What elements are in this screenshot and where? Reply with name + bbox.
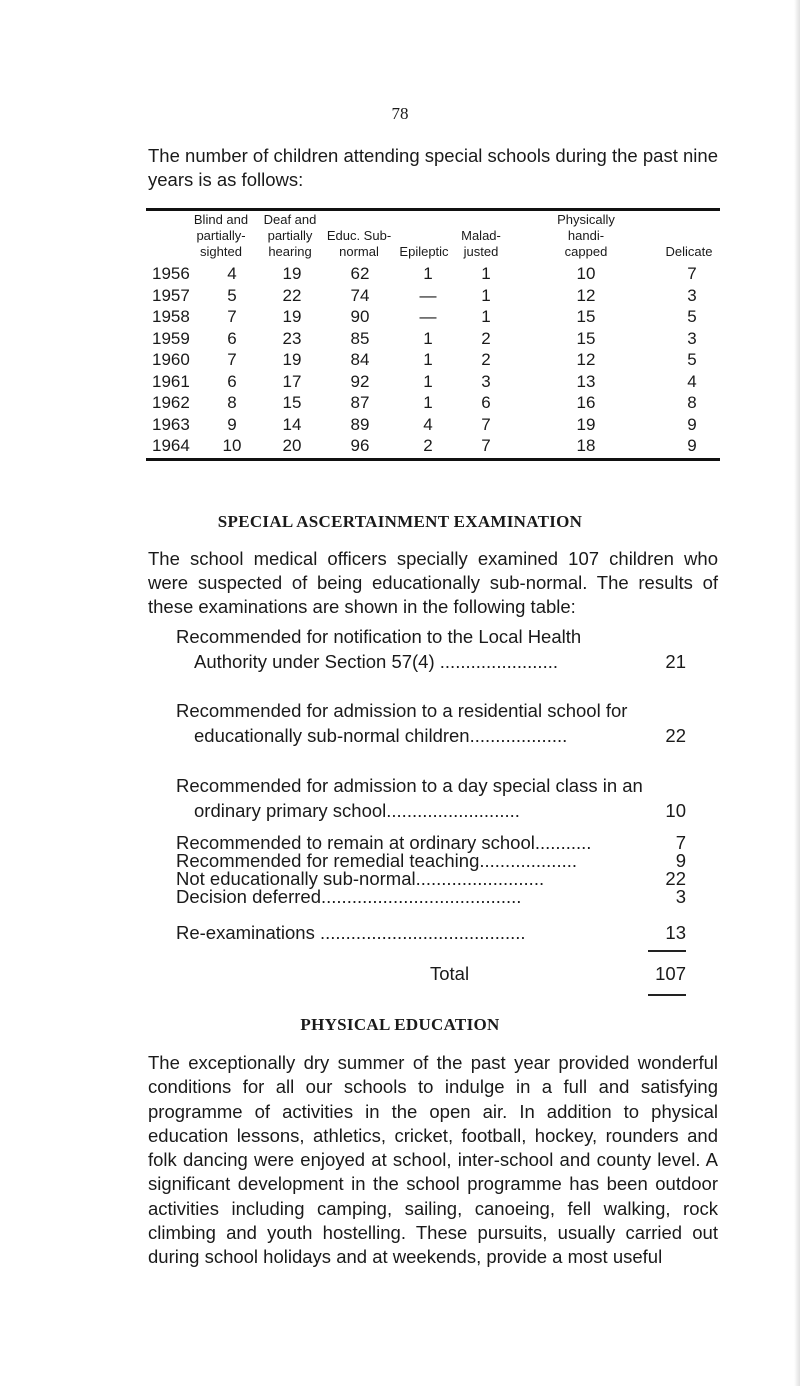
table-cell: 16 (576, 393, 596, 412)
table-cell: 15 (576, 307, 596, 326)
table-cell: 3 (687, 285, 697, 305)
special-ascertainment-heading: SPECIAL ASCERTAINMENT EXAMINATION (217, 512, 583, 531)
column-header-physically-handicapped: Physically handi- capped (557, 212, 615, 259)
table-cell: 9 (687, 414, 697, 434)
table-cell: 23 (282, 328, 302, 348)
table-cell: 7 (481, 436, 491, 455)
table-cell: — (419, 285, 437, 305)
table-cell: 15 (576, 328, 596, 348)
row-year: 1959 (152, 328, 190, 348)
result-value: 7 (675, 832, 686, 853)
table-cell: 6 (227, 328, 237, 348)
table-cell: 19 (576, 414, 596, 434)
column-header-epileptic: Epileptic (399, 244, 449, 259)
table-row (146, 350, 720, 372)
table-cell: 8 (687, 393, 697, 412)
result-label: Recommended for admission to a day special class in an (176, 775, 643, 796)
table-cell: 84 (350, 350, 370, 369)
table-cell: 9 (687, 436, 697, 455)
result-label: Recommended for remedial teaching................... (176, 850, 578, 871)
table-cell: 4 (423, 414, 433, 434)
physical-education-heading: PHYSICAL EDUCATION (300, 1015, 500, 1034)
table-cell: 4 (687, 371, 697, 391)
row-year: 1963 (152, 414, 190, 434)
total-label: Total (430, 963, 470, 984)
table-cell: 1 (481, 307, 491, 326)
table-cell: 1 (481, 285, 491, 305)
special-ascertainment-paragraph: The school medical officers specially examined 107 children who were suspected of being educationally sub-normal. The results of these examinations are shown in the following table: (148, 548, 718, 617)
column-header-blind: Blind and partially- sighted (193, 212, 249, 259)
table-cell: 14 (282, 414, 302, 434)
table-cell: 6 (227, 371, 237, 391)
table-cell: 89 (350, 414, 370, 434)
table-cell: 90 (350, 307, 370, 326)
result-label: Recommended for notification to the Local Health (176, 626, 582, 647)
column-header-educ-subnormal: Educ. Sub- normal (326, 228, 392, 259)
table-cell: 19 (282, 350, 302, 369)
table-row (146, 372, 720, 394)
table-row (146, 393, 720, 415)
table-cell: 7 (481, 414, 491, 434)
result-label-line2: educationally sub-normal children................... (194, 725, 568, 746)
total-top-rule (648, 950, 686, 952)
table-cell: 9 (227, 414, 237, 434)
table-cell: 74 (350, 285, 370, 305)
table-cell: 2 (481, 350, 491, 369)
result-value: 22 (665, 725, 686, 746)
table-row (146, 436, 720, 458)
table-cell: 19 (282, 307, 302, 326)
row-year: 1962 (152, 393, 190, 412)
column-header-delicate: Delicate (665, 244, 713, 259)
row-year: 1964 (152, 436, 190, 455)
table-cell: 22 (282, 285, 302, 305)
table-cell: 3 (687, 328, 697, 348)
page-number: 78 (391, 104, 409, 123)
table-bottom-rule (146, 458, 720, 461)
table-cell: 10 (576, 264, 596, 283)
table-cell: 4 (227, 264, 237, 283)
table-cell: 96 (350, 436, 370, 455)
table-cell: 8 (227, 393, 237, 412)
table-cell: 1 (423, 264, 433, 283)
table-top-rule (146, 208, 720, 211)
table-cell: 15 (282, 393, 302, 412)
physical-education-paragraph: The exceptionally dry summer of the past year provided wonderful conditions for all our schools to indulge in a full and satisfying programme of activities in the open air. In addition to physical education lessons, athletics, cricket, football, hockey, rounders and folk dancing were enjoyed at school, inter-school and county level. A significant development in the school programme has been outdoor activities including camping, sailing, canoeing, fell walking, rock climbing and youth hostelling. These pursuits, usually carried out during school holidays and at weekends, provide a most useful (148, 1052, 718, 1268)
result-value: 13 (665, 922, 686, 943)
result-label: Recommended for admission to a residential school for (176, 700, 628, 721)
row-year: 1958 (152, 307, 190, 326)
table-cell: 6 (481, 393, 491, 412)
table-cell: 92 (350, 371, 370, 391)
table-cell: 2 (481, 328, 491, 348)
result-label-line2: ordinary primary school.......................... (194, 800, 520, 821)
table-row (146, 264, 720, 286)
table-cell: 12 (576, 350, 596, 369)
table-cell: 17 (282, 371, 302, 391)
result-label: Not educationally sub-normal......................... (176, 868, 545, 889)
table-cell: 7 (227, 350, 237, 369)
row-year: 1957 (152, 285, 190, 305)
table-cell: — (419, 307, 437, 326)
result-value: 9 (675, 850, 686, 871)
table-cell: 5 (687, 350, 697, 369)
table-cell: 18 (576, 436, 596, 455)
result-label: Re-examinations ........................................ (176, 922, 526, 943)
column-header-maladjusted: Malad- justed (461, 228, 501, 259)
table-cell: 87 (350, 393, 370, 412)
result-value: 22 (665, 868, 686, 889)
table-cell: 10 (222, 436, 242, 455)
table-cell: 85 (350, 328, 370, 348)
table-row (146, 286, 720, 308)
table-cell: 1 (423, 393, 433, 412)
table-cell: 3 (481, 371, 491, 391)
table-cell: 20 (282, 436, 302, 455)
intro-paragraph: The number of children attending special schools during the past nine years is as follows: (148, 145, 718, 190)
table-cell: 7 (227, 307, 237, 326)
result-label: Decision deferred....................................... (176, 886, 522, 907)
result-value: 10 (665, 800, 686, 821)
table-cell: 62 (350, 264, 370, 283)
table-cell: 13 (576, 371, 596, 391)
table-row (146, 329, 720, 351)
row-year: 1960 (152, 350, 190, 369)
result-value: 3 (675, 886, 686, 907)
total-bottom-rule (648, 994, 686, 996)
table-row (146, 415, 720, 437)
table-header (146, 212, 720, 264)
result-label: Recommended to remain at ordinary school........... (176, 832, 592, 853)
table-cell: 5 (687, 307, 697, 326)
table-cell: 1 (481, 264, 491, 283)
row-year: 1961 (152, 371, 190, 391)
table-row (146, 307, 720, 329)
total-value: 107 (655, 963, 686, 984)
table-cell: 7 (687, 264, 697, 283)
table-cell: 19 (282, 264, 302, 283)
column-header-deaf: Deaf and partially hearing (263, 212, 317, 259)
result-label-line2: Authority under Section 57(4) ....................... (194, 651, 558, 672)
table-cell: 2 (423, 436, 433, 455)
table-cell: 12 (576, 285, 596, 305)
table-cell: 1 (423, 371, 433, 391)
table-cell: 1 (423, 328, 433, 348)
table-cell: 1 (423, 350, 433, 369)
table-cell: 5 (227, 285, 237, 305)
page-edge-shadow (794, 0, 800, 1386)
result-value: 21 (665, 651, 686, 672)
row-year: 1956 (152, 264, 190, 283)
